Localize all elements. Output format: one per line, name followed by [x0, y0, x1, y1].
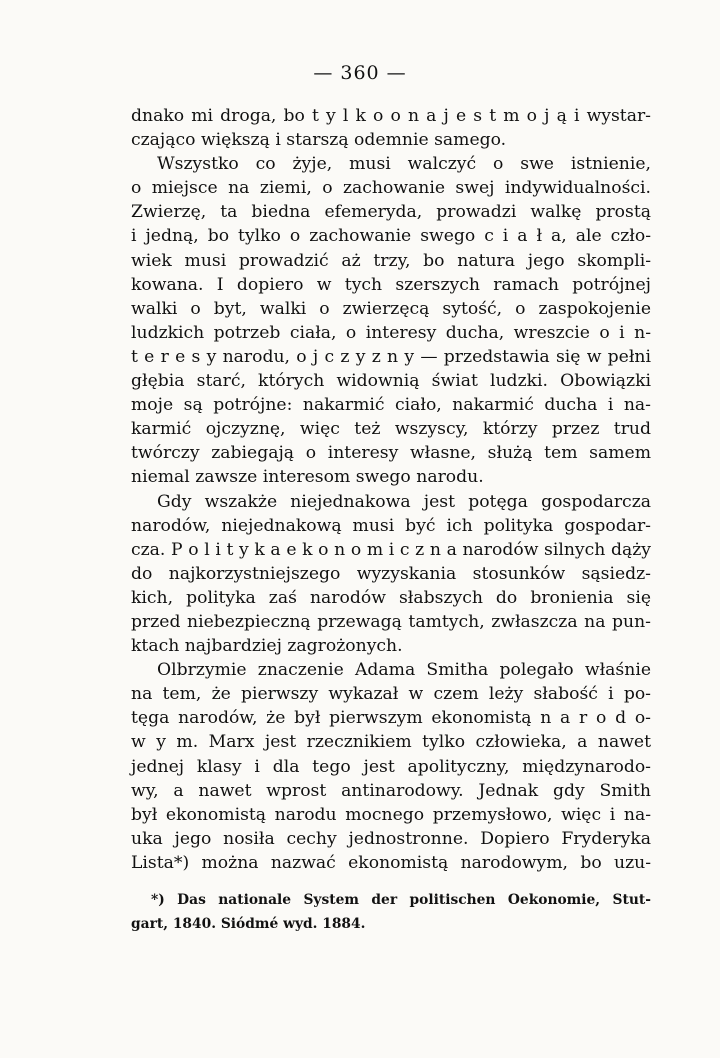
- text-line: tęga narodów, że był pierwszym ekonomistą n a r o d o-: [131, 708, 651, 729]
- text-line: ktach najbardziej zagrożonych.: [131, 636, 403, 657]
- text-line: Olbrzymie znaczenie Adama Smitha polegało właśnie: [157, 660, 651, 681]
- text-line: kowana. I dopiero w tych szerszych ramach potrójnej: [131, 274, 651, 295]
- text-line: Gdy wszakże niejednakowa jest potęga gospodarcza: [157, 491, 651, 512]
- text-line: na tem, że pierwszy wykazał w czem leży słabość i po-: [131, 684, 651, 705]
- text-line: Zwierzę, ta biedna efemeryda, prowadzi walkę prostą: [131, 202, 651, 223]
- text-line: wy, a nawet wprost antinarodowy. Jednak gdy Smith: [131, 780, 651, 801]
- text-line: ludzkich potrzeb ciała, o interesy ducha, wreszcie o i n-: [131, 322, 651, 343]
- text-line: o miejsce na ziemi, o zachowanie swej indywidualności.: [131, 178, 651, 199]
- footnote: [131, 888, 651, 936]
- text-line: wiek musi prowadzić aż trzy, bo natura jego skompli-: [131, 250, 651, 271]
- text-line: do najkorzystniejszego wyzyskania stosunków sąsiedz-: [131, 563, 651, 584]
- text-line: niemal zawsze interesom swego narodu.: [131, 467, 484, 488]
- text-line: twórczy zabiegają o interesy własne, służą tem samem: [131, 443, 651, 464]
- main-text: [131, 104, 651, 875]
- text-line: narodów, niejednakową musi być ich polityka gospodar-: [131, 515, 651, 536]
- text-line: czająco większą i starszą odemnie samego.: [131, 130, 507, 151]
- text-line: Lista*) można nazwać ekonomistą narodowym, bo uzu-: [131, 852, 651, 873]
- text-line: był ekonomistą narodu mocnego przemysłowo, więc i na-: [131, 804, 651, 825]
- text-line: uka jego nosiła cechy jednostronne. Dopiero Fryderyka: [131, 828, 651, 849]
- page-number: — 360 —: [313, 62, 407, 84]
- text-line: głębia starć, których widownią świat ludzki. Obowiązki: [131, 371, 651, 392]
- text-line: przed niebezpieczną przewagą tamtych, zwłaszcza na pun-: [131, 611, 651, 632]
- text-line: dnako mi droga, bo t y l k o o n a j e s t m o j ą i wystar-: [131, 106, 651, 126]
- text-line: i jedną, bo tylko o zachowanie swego c i a ł a, ale czło-: [131, 226, 651, 247]
- text-line: moje są potrójne: nakarmić ciało, nakarmić ducha i na-: [131, 395, 651, 416]
- footnote-line: gart, 1840. Siódmé wyd. 1884.: [131, 916, 366, 932]
- text-line: w y m. Marx jest rzecznikiem tylko człowieka, a nawet: [131, 732, 651, 753]
- text-line: kich, polityka zaś narodów słabszych do bronienia się: [131, 587, 651, 608]
- text-line: karmić ojczyznę, więc też wszyscy, którzy przez trud: [131, 419, 651, 440]
- text-line: Wszystko co żyje, musi walczyć o swe istnienie,: [157, 154, 651, 175]
- text-line: walki o byt, walki o zwierzęcą sytość, o zaspokojenie: [131, 298, 651, 319]
- text-line: jednej klasy i dla tego jest apolityczny, międzynarodo-: [131, 756, 651, 777]
- text-line: t e r e s y narodu, o j c z y z n y — przedstawia się w pełni: [131, 346, 651, 367]
- text-line: cza. P o l i t y k a e k o n o m i c z n a narodów silnych dąży: [131, 539, 651, 560]
- footnote-line: *) Das nationale System der politischen Oekonomie, Stut-: [151, 892, 651, 908]
